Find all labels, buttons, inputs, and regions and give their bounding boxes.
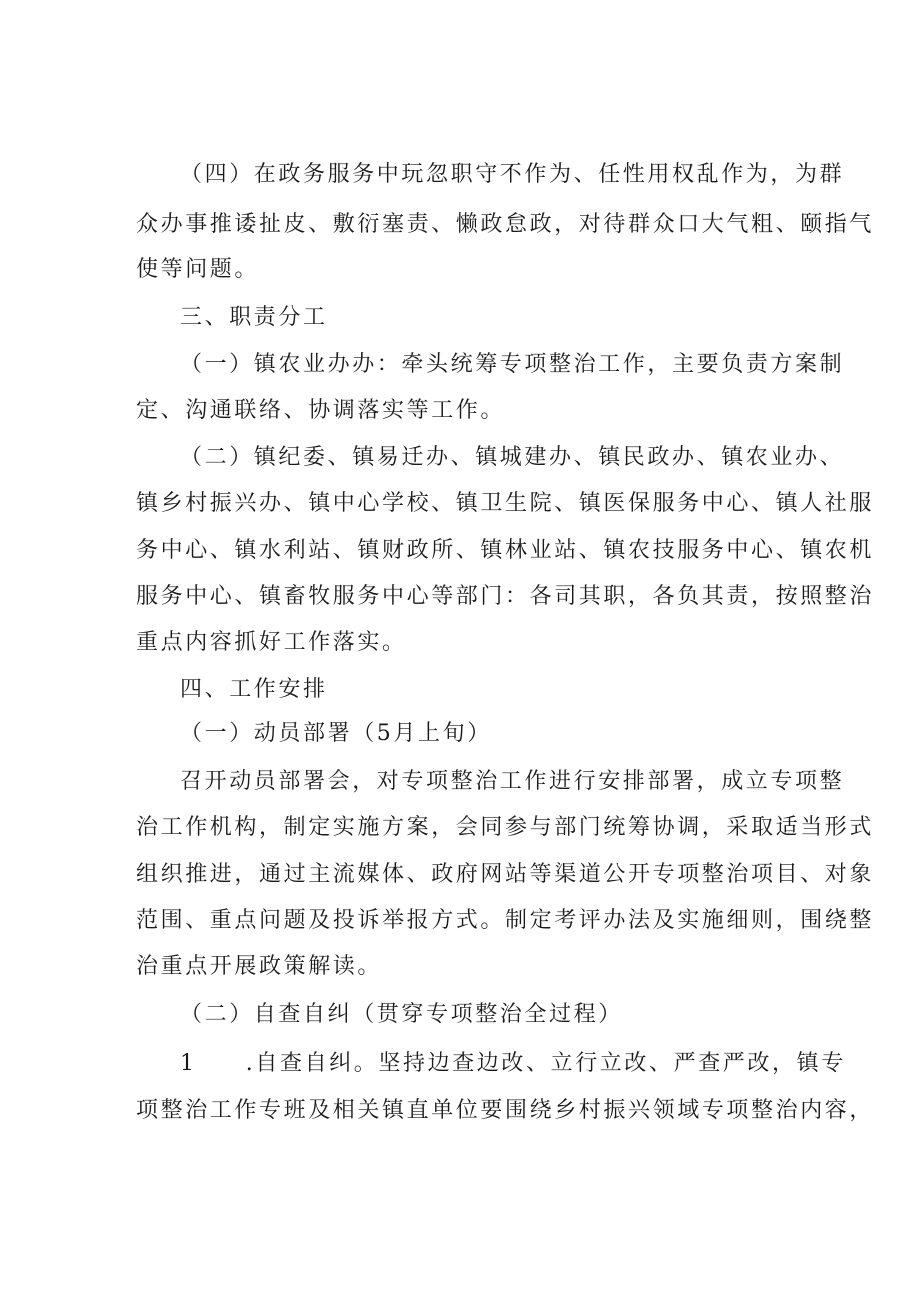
text-line: 1 .自查自纠。坚持边查边改、立行立改、严查严改，镇专: [180, 1051, 846, 1076]
text-line: 服务中心、镇畜牧服务中心等部门：各司其职，各负其责，按照整治: [136, 584, 875, 609]
text-line: 使等问题。: [136, 257, 260, 282]
text-line: 范围、重点问题及投诉举报方式。制定考评办法及实施细则，围绕整: [136, 908, 875, 933]
section-heading: 三、职责分工: [180, 305, 328, 330]
subsection-heading: （一）动员部署（5月上旬）: [180, 721, 492, 746]
text-line: （一）镇农业办办：牵头统筹专项整治工作，主要负责方案制: [180, 352, 845, 377]
section-heading: 四、工作安排: [180, 677, 328, 702]
text-line: 务中心、镇水利站、镇财政所、镇林业站、镇农技服务中心、镇农机: [136, 538, 875, 563]
text-line: 召开动员部署会，对专项整治工作进行安排部署，成立专项整: [180, 769, 845, 794]
subsection-heading: （二）自查自纠（贯穿专项整治全过程）: [180, 1002, 623, 1027]
text-line: 项整治工作专班及相关镇直单位要围绕乡村振兴领域专项整治内容，: [136, 1098, 875, 1123]
text-line: 定、沟通联络、协调落实等工作。: [136, 398, 506, 423]
text-line: 组织推进，通过主流媒体、政府网站等渠道公开专项整治项目、对象: [136, 862, 875, 887]
text-line: 重点内容抓好工作落实。: [136, 630, 407, 655]
text-line: （四）在政务服务中玩忽职守不作为、任性用权乱作为，为群: [180, 162, 845, 187]
text-line: 镇乡村振兴办、镇中心学校、镇卫生院、镇医保服务中心、镇人社服: [136, 491, 875, 516]
text-line: 治重点开展政策解读。: [136, 954, 383, 979]
text-line: 众办事推诿扯皮、敷衍塞责、懒政怠政，对待群众口大气粗、颐指气: [136, 212, 875, 237]
text-line: 治工作机构，制定实施方案，会同参与部门统筹协调，采取适当形式: [136, 815, 875, 840]
text-line: （二）镇纪委、镇易迁办、镇城建办、镇民政办、镇农业办、: [180, 445, 845, 470]
